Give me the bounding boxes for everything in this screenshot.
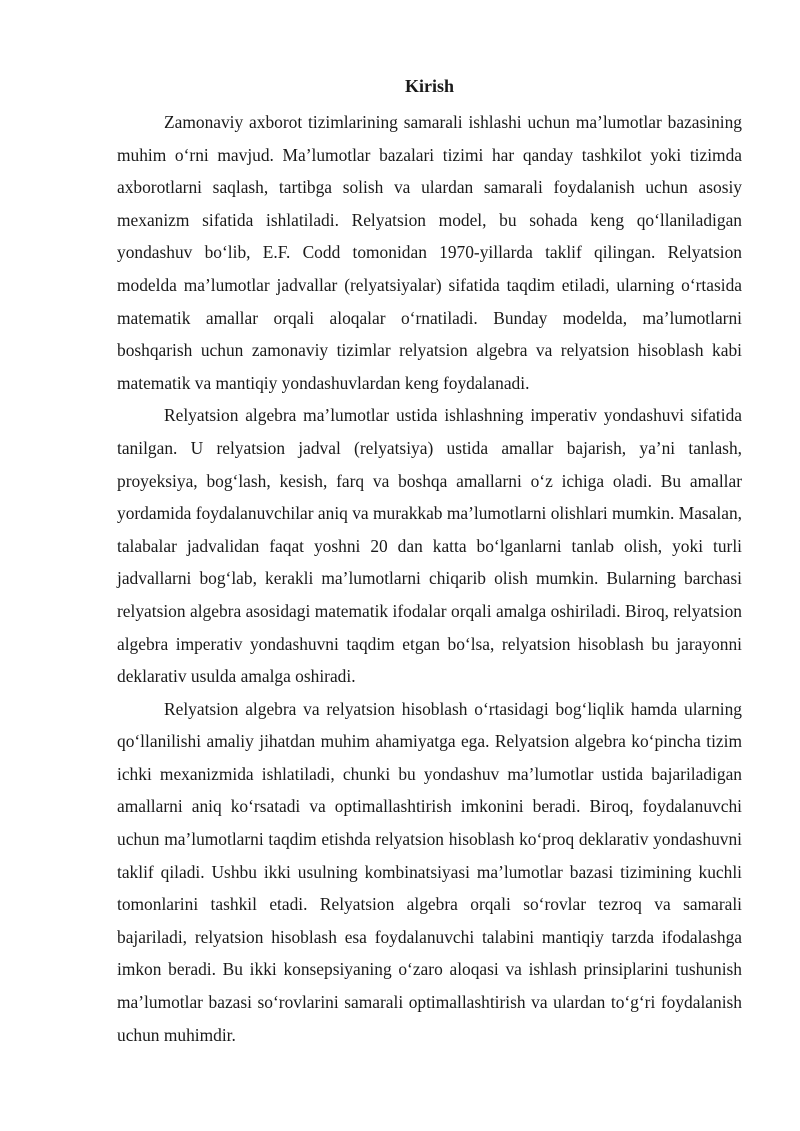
paragraph-1: Zamonaviy axborot tizimlarining samarali ishlashi uchun ma’lumotlar bazasining muhim o‘rni mavjud. Ma’lumotlar bazalari tizimi har qanday tashkilot yoki tizimda axborotlarni saqlash, tartibga solish va ulardan samarali foydalanish uchun asosiy mexanizm sifatida ishlatiladi. Relyatsion model, bu sohada keng qo‘llaniladigan yondashuv bo‘lib, E.F. Codd tomonidan 1970-yillarda taklif qilingan. Relyatsion modelda ma’lumotlar jadvallar (relyatsiyalar) sifatida taqdim etiladi, ularning o‘rtasida matematik amallar orqali aloqalar o‘rnatiladi. Bunday modelda, ma’lumotlarni boshqarish uchun zamonaviy tizimlar relyatsion algebra va relyatsion hisoblash kabi matematik va mantiqiy yondashuvlardan keng foydalanadi. (117, 112, 742, 393)
section-title: Kirish (404, 76, 454, 96)
document-page (117, 74, 742, 1051)
paragraph-3: Relyatsion algebra va relyatsion hisoblash o‘rtasidagi bog‘liqlik hamda ularning qo‘llanilishi amaliy jihatdan muhim ahamiyatga ega. Relyatsion algebra ko‘pincha tizim ichki mexanizmida ishlatiladi, chunki bu yondashuv ma’lumotlar ustida bajariladigan amallarni aniq ko‘rsatadi va optimallashtirish imkonini beradi. Biroq, foydalanuvchi uchun ma’lumotlarni taqdim etishda relyatsion hisoblash ko‘proq deklarativ yondashuvni taklif qiladi. Ushbu ikki usulning kombinatsiyasi ma’lumotlar bazasi tizimining kuchli tomonlarini tashkil etadi. Relyatsion algebra orqali so‘rovlar tezroq va samarali bajariladi, relyatsion hisoblash esa foydalanuvchi talabini mantiqiy tarzda ifodalashga imkon beradi. Bu ikki konsepsiyaning o‘zaro aloqasi va ishlash prinsiplarini tushunish ma’lumotlar bazasi so‘rovlarini samarali optimallashtirish va ulardan to‘g‘ri foydalanish uchun muhimdir. (117, 698, 742, 1045)
paragraph-2: Relyatsion algebra ma’lumotlar ustida ishlashning imperativ yondashuvi sifatida tanilgan. U relyatsion jadval (relyatsiya) ustida amallar bajarish, ya’ni tanlash, proyeksiya, bog‘lash, kesish, farq va boshqa amallarni o‘z ichiga oladi. Bu amallar yordamida foydalanuvchilar aniq va murakkab ma’lumotlarni olishlari mumkin. Masalan, talabalar jadvalidan faqat yoshni 20 dan katta bo‘lganlarni tanlab olish, yoki turli jadvallarni bog‘lab, kerakli ma’lumotlarni chiqarib olish mumkin. Bularning barchasi relyatsion algebra asosidagi matematik ifodalar orqali amalga oshiriladi. Biroq, relyatsion algebra imperativ yondashuvni taqdim etgan bo‘lsa, relyatsion hisoblash bu jarayonni deklarativ usulda amalga oshiradi. (117, 405, 742, 687)
